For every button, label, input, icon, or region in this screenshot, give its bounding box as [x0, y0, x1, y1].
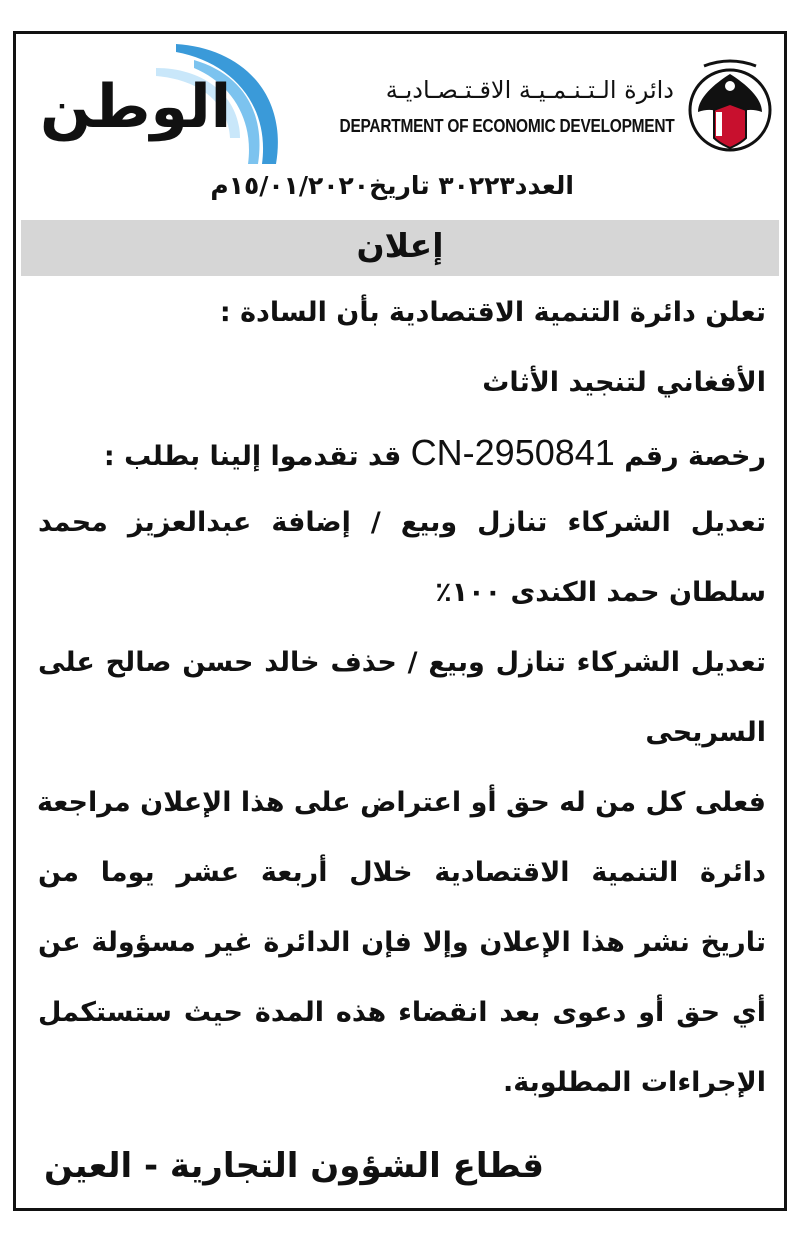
- header: [16, 34, 784, 169]
- falcon-emblem-icon: [684, 54, 776, 166]
- body-line-10: تاريخ نشر هذا الإعلان وإلا فإن الدائرة غير مسؤولة عن: [38, 927, 766, 958]
- body-line-11: أي حق أو دعوى بعد انقضاء هذه المدة حيث ستستكمل: [38, 997, 766, 1028]
- issuing-sector: قطاع الشؤون التجارية - العين: [44, 1146, 544, 1186]
- announcement-body: [38, 278, 766, 1118]
- abu-dhabi-emblem: [684, 54, 776, 166]
- body-line-5: سلطان حمد الكندى ١٠٠٪: [435, 577, 766, 608]
- license-number: CN-2950841: [410, 432, 615, 473]
- issue-number-date: العدد٣٠٢٢٣ تاريخ١٥/٠١/٢٠٢٠م: [210, 171, 574, 200]
- body-line-9: دائرة التنمية الاقتصادية خلال أربعة عشر يوما من: [38, 857, 766, 888]
- body-line-1: تعلن دائرة التنمية الاقتصادية بأن السادة :: [219, 297, 766, 328]
- body-line-12: الإجراءات المطلوبة.: [503, 1067, 766, 1098]
- title-bar: [21, 220, 779, 276]
- announcement-title: إعلان: [356, 226, 444, 265]
- alwatan-logo: [26, 38, 306, 164]
- body-line-6: تعديل الشركاء تنازل وبيع / حذف خالد حسن صالح على: [38, 647, 766, 678]
- body-line-2: الأفغاني لتنجيد الأثاث: [482, 367, 766, 398]
- advertisement-frame: [13, 31, 787, 1211]
- body-line-8: فعلى كل من له حق أو اعتراض على هذا الإعلان مراجعة: [36, 787, 766, 818]
- newspaper-name: الوطن: [40, 72, 232, 142]
- department-name-english: DEPARTMENT OF ECONOMIC DEVELOPMENT: [339, 116, 674, 136]
- department-name-arabic: دائرة الـتـنـمـيـة الاقـتـصـاديـة: [385, 76, 674, 104]
- body-line-3: [38, 418, 766, 488]
- license-label: رخصة رقم: [624, 441, 766, 472]
- body-line-7: السريحى: [645, 717, 766, 748]
- body-line-4: تعديل الشركاء تنازل وبيع / إضافة عبدالعزيز محمد: [38, 507, 766, 538]
- license-request-text: قد تقدموا إلينا بطلب :: [103, 441, 402, 472]
